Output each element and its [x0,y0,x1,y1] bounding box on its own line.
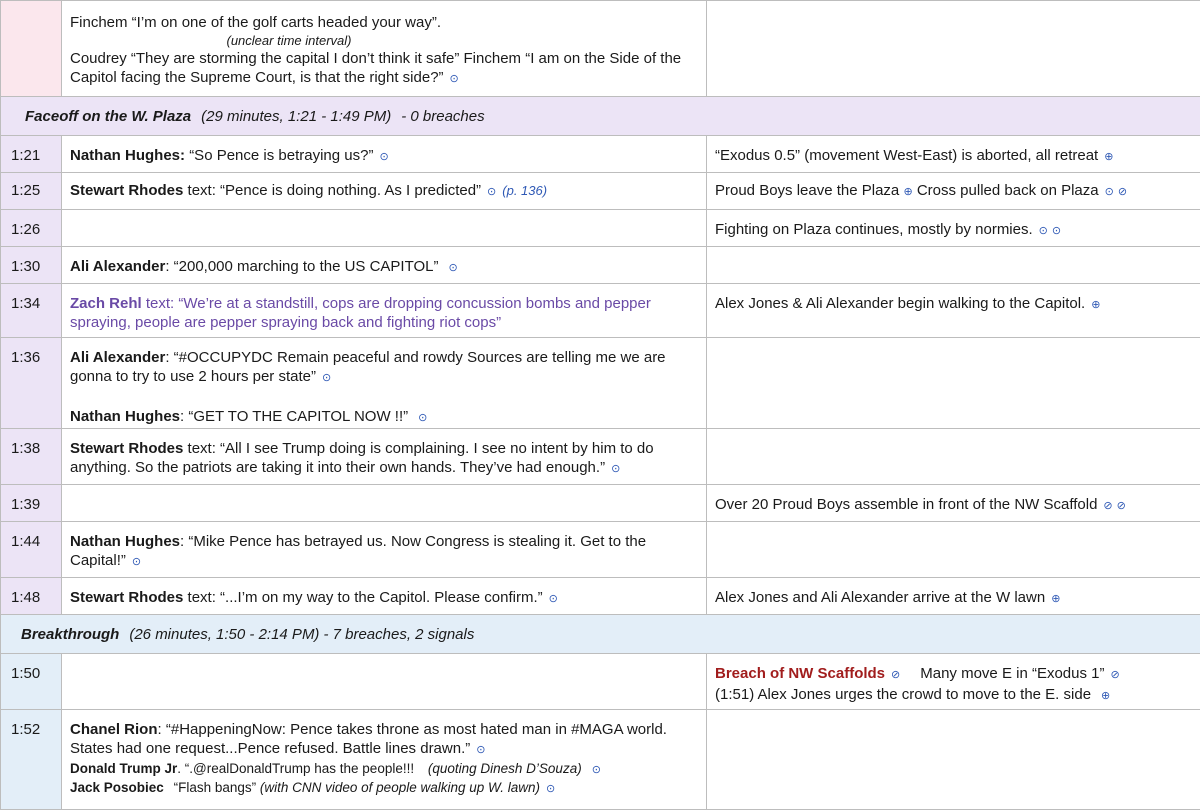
right-cell [707,1,1200,97]
video-icon[interactable]: ⊙ [1039,225,1048,237]
link-icon[interactable]: ⊘ [1111,669,1120,681]
time-cell: 1:48 [1,578,62,615]
content-cell: Stewart Rhodes text: “Pence is doing nothing. As I predicted” ⊙ (p. 136) [62,173,707,210]
table-row [1,654,1200,710]
video-icon[interactable]: ⊙ [1052,225,1061,237]
time-cell: 1:21 [1,136,62,173]
right-cell [707,247,1200,284]
time-cell: 1:30 [1,247,62,284]
link-icon[interactable]: ⊘ [1103,500,1112,512]
time-cell: 1:50 [1,654,62,710]
content-cell: Chanel Rion: “#HappeningNow: Pence takes throne as most hated man in #MAGA world. States had one request...Pence refused. Battle lines drawn.” ⊙ Donald Trump Jr. “.@realDonaldTrump has the people!!! (quoting Dinesh D’Souza) ⊙ Jack Posobiec “Flash bangs” (with CNN video of people walking up W. lawn) ⊙ [62,710,707,810]
table-row [1,522,1200,578]
video-icon[interactable]: ⊙ [592,764,601,776]
section-title: Faceoff on the W. Plaza (29 minutes, 1:21 - 1:49 PM) - 0 breaches [1,97,1200,136]
content-cell: Stewart Rhodes text: “All I see Trump doing is complaining. I see no intent by him to do anything. So the patriots are taking it into their own hands. They’ve had enough.” ⊙ [62,429,707,485]
time-cell: 1:52 [1,710,62,810]
table-row [1,485,1200,522]
video-icon[interactable]: ⊙ [379,151,388,163]
photo-icon[interactable]: ⊕ [1101,690,1110,702]
video-icon[interactable]: ⊙ [549,593,558,605]
time-cell: 1:38 [1,429,62,485]
entry-text: Finchem “I’m on one of the golf carts headed your way”. [70,13,698,32]
video-icon[interactable]: ⊙ [132,556,141,568]
time-cell: 1:36 [1,338,62,429]
right-cell: Alex Jones and Ali Alexander arrive at the W lawn ⊕ [707,578,1200,615]
content-cell: Nathan Hughes: “Mike Pence has betrayed us. Now Congress is stealing it. Get to the Capital!” ⊙ [62,522,707,578]
video-icon[interactable]: ⊙ [450,73,459,85]
time-cell: 1:25 [1,173,62,210]
table-row [1,338,1200,429]
page-reference[interactable]: (p. 136) [502,183,547,198]
video-icon[interactable]: ⊙ [487,186,496,198]
right-cell [707,429,1200,485]
video-icon[interactable]: ⊙ [418,412,427,424]
video-icon[interactable]: ⊙ [1105,186,1114,198]
content-cell: Nathan Hughes: “So Pence is betraying us?” ⊙ [62,136,707,173]
right-cell: Breach of NW Scaffolds ⊘ Many move E in “Exodus 1” ⊘ (1:51) Alex Jones urges the crowd to move to the E. side ⊕ [707,654,1200,710]
table-row [1,284,1200,338]
table-row [1,247,1200,284]
table-row [1,136,1200,173]
section-title: Breakthrough (26 minutes, 1:50 - 2:14 PM) - 7 breaches, 2 signals [1,615,1200,654]
table-row [1,1,1200,97]
entry-note: (unclear time interval) [70,32,698,49]
right-cell: Alex Jones & Ali Alexander begin walking to the Capitol. ⊕ [707,284,1200,338]
photo-icon[interactable]: ⊕ [1091,299,1100,311]
time-cell: 1:39 [1,485,62,522]
video-icon[interactable]: ⊙ [546,783,555,795]
right-cell: Over 20 Proud Boys assemble in front of the NW Scaffold ⊘ ⊘ [707,485,1200,522]
table-row [1,578,1200,615]
video-icon[interactable]: ⊙ [449,262,458,274]
video-icon[interactable]: ⊙ [611,463,620,475]
link-icon[interactable]: ⊘ [1117,500,1126,512]
photo-icon[interactable]: ⊕ [1051,593,1060,605]
content-cell: Ali Alexander: “200,000 marching to the US CAPITOL” ⊙ [62,247,707,284]
link-icon[interactable]: ⊘ [891,669,900,681]
time-cell: 1:34 [1,284,62,338]
right-cell [707,710,1200,810]
video-icon[interactable]: ⊙ [476,744,485,756]
right-cell: Proud Boys leave the Plaza ⊕ Cross pulled back on Plaza ⊙ ⊘ [707,173,1200,210]
time-cell [1,1,62,97]
content-cell [62,485,707,522]
table-row [1,173,1200,210]
content-cell: Ali Alexander: “#OCCUPYDC Remain peaceful and rowdy Sources are telling me we are gonna to try to use 2 hours per state” ⊙ Nathan Hughes: “GET TO THE CAPITOL NOW !!” ⊙ [62,338,707,429]
section-header [1,97,1200,136]
right-cell [707,522,1200,578]
right-cell [707,338,1200,429]
table-row [1,429,1200,485]
content-cell: Zach Rehl text: “We’re at a standstill, cops are dropping concussion bombs and pepper spraying, people are pepper spraying back and fighting riot cops” [62,284,707,338]
content-cell [62,654,707,710]
section-header [1,615,1200,654]
right-cell: Fighting on Plaza continues, mostly by normies. ⊙ ⊙ [707,210,1200,247]
time-cell: 1:26 [1,210,62,247]
table-row [1,710,1200,810]
content-cell [62,1,707,97]
entry-text: Coudrey “They are storming the capital I don’t think it safe” Finchem “I am on the Side of the Capitol facing the Supreme Court, is that the right side?” [70,50,681,86]
link-icon[interactable]: ⊘ [1118,186,1127,198]
content-cell: Stewart Rhodes text: “...I’m on my way to the Capitol. Please confirm.” ⊙ [62,578,707,615]
right-cell: “Exodus 0.5” (movement West-East) is aborted, all retreat ⊕ [707,136,1200,173]
content-cell [62,210,707,247]
time-cell: 1:44 [1,522,62,578]
table-row [1,210,1200,247]
photo-icon[interactable]: ⊕ [1104,151,1113,163]
breach-label: Breach of NW Scaffolds [715,665,885,682]
video-icon[interactable]: ⊙ [322,372,331,384]
photo-icon[interactable]: ⊕ [903,186,912,198]
